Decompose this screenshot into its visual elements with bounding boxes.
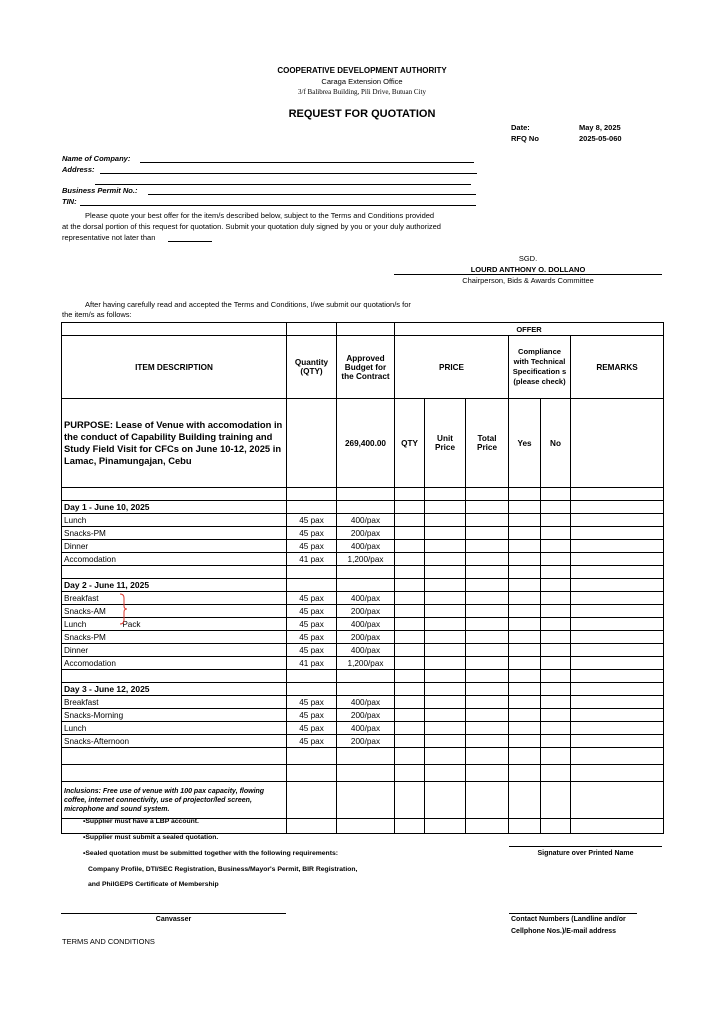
table-row xyxy=(62,644,664,657)
acceptance-line-1: After having carefully read and accepted the Terms and Conditions, I/we submit our quotation/s for xyxy=(85,300,411,309)
col-abc: Approved Budget for the Contract xyxy=(337,336,395,399)
item-qty: 45 pax xyxy=(287,527,337,540)
item-qty: 45 pax xyxy=(287,735,337,748)
item-name: Accomodation xyxy=(62,657,287,670)
item-budget: 400/pax xyxy=(337,592,395,605)
permit-line xyxy=(148,194,476,195)
sub-no: No xyxy=(541,399,571,488)
note-4: Company Profile, DTI/SEC Registration, Business/Mayor's Permit, BIR Registration, xyxy=(88,866,358,873)
signatory-name: LOURD ANTHONY O. DOLLANO xyxy=(470,265,586,274)
item-name: Snacks-Afternoon xyxy=(62,735,287,748)
col-compliance: Compliance with Technical Specification s (please check) xyxy=(509,336,571,399)
sub-yes: Yes xyxy=(509,399,541,488)
item-qty: 45 pax xyxy=(287,722,337,735)
table-row xyxy=(62,618,664,631)
sgd-mark: SGD. xyxy=(518,254,538,263)
contact-label-1: Contact Numbers (Landline and/or xyxy=(511,916,626,923)
inclusions-text: Inclusions: Free use of venue with 100 pax capacity, flowing coffee, internet connectivity, use of projector/led screen, microphone and sound system. xyxy=(62,782,287,819)
item-budget: 200/pax xyxy=(337,735,395,748)
offer-header: OFFER xyxy=(395,323,664,336)
item-name-text: Lunch xyxy=(64,619,87,629)
sub-unit-price: Unit Price xyxy=(425,399,466,488)
day-3-title: Day 3 - June 12, 2025 xyxy=(62,683,287,696)
sub-total-price: Total Price xyxy=(466,399,509,488)
instructions-line-1: Please quote your best offer for the item/s described below, subject to the Terms and Conditions provided xyxy=(85,211,435,220)
office-name: Caraga Extension Office xyxy=(321,77,403,86)
day-1-title: Day 1 - June 10, 2025 xyxy=(62,501,287,514)
tin-label: TIN: xyxy=(62,197,77,206)
item-name: Snacks-AM xyxy=(62,605,287,618)
table-row xyxy=(62,631,664,644)
table-row xyxy=(62,709,664,722)
table-row xyxy=(62,527,664,540)
item-name: Lunch xyxy=(62,722,287,735)
item-name: Dinner xyxy=(62,644,287,657)
col-item-description: ITEM DESCRIPTION xyxy=(62,336,287,399)
office-address: 3/f Balibrea Building, Pili Drive, Butuan City xyxy=(298,88,426,96)
item-name: Breakfast xyxy=(62,592,287,605)
signatory-position: Chairperson, Bids & Awards Committee xyxy=(462,276,594,285)
item-qty: 45 pax xyxy=(287,644,337,657)
contact-label-2: Cellphone Nos.)/E-mail address xyxy=(511,928,617,935)
deadline-line xyxy=(168,241,212,242)
contact-line xyxy=(509,913,637,914)
item-qty: 45 pax xyxy=(287,618,337,631)
item-qty: 45 pax xyxy=(287,540,337,553)
quotation-table xyxy=(61,322,664,834)
day-2-title: Day 2 - June 11, 2025 xyxy=(62,579,287,592)
item-qty: 45 pax xyxy=(287,696,337,709)
item-qty: 41 pax xyxy=(287,553,337,566)
item-qty: 45 pax xyxy=(287,605,337,618)
item-qty: 45 pax xyxy=(287,592,337,605)
col-price: PRICE xyxy=(395,336,509,399)
permit-label: Business Permit No.: xyxy=(62,186,138,195)
item-budget: 200/pax xyxy=(337,631,395,644)
item-budget: 400/pax xyxy=(337,696,395,709)
address-label: Address: xyxy=(62,165,95,174)
item-budget: 400/pax xyxy=(337,722,395,735)
note-5: and PhilGEPS Certificate of Membership xyxy=(88,881,219,888)
col-remarks: REMARKS xyxy=(571,336,664,399)
table-row xyxy=(62,553,664,566)
item-qty: 41 pax xyxy=(287,657,337,670)
item-qty: 45 pax xyxy=(287,709,337,722)
table-row xyxy=(62,514,664,527)
sub-qty: QTY xyxy=(395,399,425,488)
item-budget: 400/pax xyxy=(337,540,395,553)
item-budget: 400/pax xyxy=(337,514,395,527)
item-budget: 1,200/pax xyxy=(337,553,395,566)
date-value: May 8, 2025 xyxy=(579,123,621,132)
pack-bracket-icon xyxy=(119,593,127,625)
abc-value: 269,400.00 xyxy=(337,399,395,488)
company-line xyxy=(140,162,474,163)
purpose-cell: PURPOSE: Lease of Venue with accomodation in the conduct of Capability Building training and Study Field Visit for CFCs on June 10-12, 2025 in Lamac, Pinamungajan, Cebu xyxy=(62,399,287,488)
table-row xyxy=(62,540,664,553)
table-row xyxy=(62,735,664,748)
item-budget: 400/pax xyxy=(337,618,395,631)
item-budget: 200/pax xyxy=(337,709,395,722)
address-line-2 xyxy=(95,184,471,185)
rfq-value: 2025-05-060 xyxy=(579,134,622,143)
item-name: Lunch xyxy=(62,514,287,527)
pack-label: Pack xyxy=(122,619,141,629)
canvasser-label: Canvasser xyxy=(155,916,192,923)
item-name: Snacks-PM xyxy=(62,631,287,644)
item-name: Accomodation xyxy=(62,553,287,566)
note-2: •Supplier must submit a sealed quotation. xyxy=(83,834,219,841)
item-budget: 200/pax xyxy=(337,605,395,618)
item-name xyxy=(62,618,287,631)
signatory-line xyxy=(394,274,662,275)
company-label: Name of Company: xyxy=(62,154,131,163)
tin-line xyxy=(80,205,476,206)
table-row xyxy=(62,605,664,618)
canvasser-line xyxy=(61,913,286,914)
date-label: Date: xyxy=(511,123,530,132)
document-title: REQUEST FOR QUOTATION xyxy=(288,108,436,120)
table-row xyxy=(62,657,664,670)
terms-heading: TERMS AND CONDITIONS xyxy=(62,937,155,946)
note-3: •Sealed quotation must be submitted together with the following requirements: xyxy=(83,850,339,857)
item-name: Snacks-PM xyxy=(62,527,287,540)
rfq-label: RFQ No xyxy=(511,134,539,143)
instructions-line-3: representative not later than xyxy=(62,233,156,242)
item-budget: 200/pax xyxy=(337,527,395,540)
item-name: Dinner xyxy=(62,540,287,553)
table-row xyxy=(62,696,664,709)
item-qty: 45 pax xyxy=(287,631,337,644)
address-line xyxy=(100,173,477,174)
table-row xyxy=(62,722,664,735)
table-row xyxy=(62,592,664,605)
signature-label: Signature over Printed Name xyxy=(537,850,634,857)
item-name: Snacks-Morning xyxy=(62,709,287,722)
note-1: •Supplier must have a LBP account. xyxy=(83,818,199,825)
col-quantity: Quantity (QTY) xyxy=(287,336,337,399)
item-name: Breakfast xyxy=(62,696,287,709)
instructions-line-2: at the dorsal portion of this request for quotation. Submit your quotation duly signed by you or your duly authorized xyxy=(62,222,441,231)
item-budget: 400/pax xyxy=(337,644,395,657)
item-budget: 1,200/pax xyxy=(337,657,395,670)
item-qty: 45 pax xyxy=(287,514,337,527)
org-name: COOPERATIVE DEVELOPMENT AUTHORITY xyxy=(277,66,447,75)
acceptance-line-2: the item/s as follows: xyxy=(62,310,132,319)
signature-line xyxy=(509,846,662,847)
